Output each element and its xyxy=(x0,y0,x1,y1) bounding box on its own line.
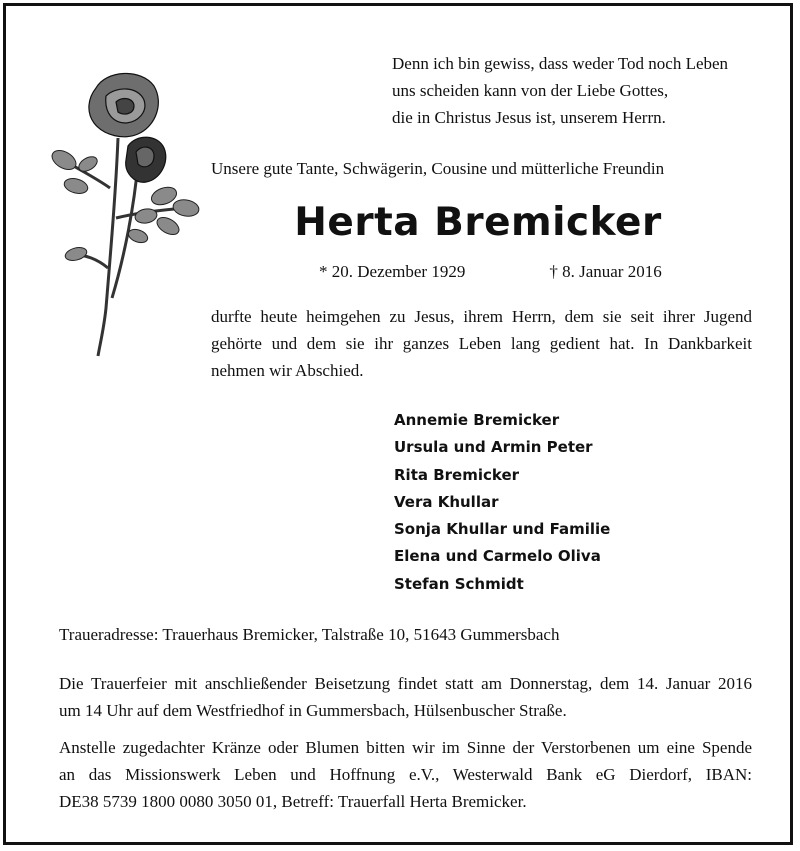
mourner: Elena und Carmelo Oliva xyxy=(394,547,601,566)
death-date: † 8. Januar 2016 xyxy=(549,262,662,281)
life-dates xyxy=(319,260,662,284)
birth-date: * 20. Dezember 1929 xyxy=(319,262,466,281)
bible-verse xyxy=(392,50,728,131)
funeral-line: Die Trauerfeier mit anschließender Beisetzung findet statt am Donnerstag, dem 14. Januar 2016 xyxy=(59,674,752,693)
verse-line: die in Christus Jesus ist, unserem Herrn. xyxy=(392,108,666,127)
verse-line: uns scheiden kann von der Liebe Gottes, xyxy=(392,81,669,100)
funeral-info xyxy=(59,670,752,724)
donation-line: DE38 5739 1800 0080 3050 01, Betreff: Trauerfall Herta Bremicker. xyxy=(59,792,527,811)
mourner: Annemie Bremicker xyxy=(394,411,560,429)
intro-text: Unsere gute Tante, Schwägerin, Cousine und mütterliche Freundin xyxy=(211,159,665,178)
donation-line: Anstelle zugedachter Kränze oder Blumen bitten wir im Sinne der Verstorbenen um eine Spende xyxy=(59,738,752,757)
funeral-line: um 14 Uhr auf dem Westfriedhof in Gummersbach, Hülsenbuscher Straße. xyxy=(59,701,567,720)
deceased-name: Herta Bremicker xyxy=(294,200,662,245)
announcement-text xyxy=(211,303,752,384)
mourning-address: Traueradresse: Trauerhaus Bremicker, Talstraße 10, 51643 Gummersbach xyxy=(59,625,560,644)
announcement-line: gehörte und dem sie ihr ganzes Leben lang gedient hat. In Dankbarkeit xyxy=(211,334,752,353)
mourner: Ursula und Armin Peter xyxy=(394,438,593,457)
donation-info xyxy=(59,734,752,815)
announcement-line: durfte heute heimgehen zu Jesus, ihrem Herrn, dem sie seit ihrer Jugend xyxy=(211,307,752,326)
verse-line: Denn ich bin gewiss, dass weder Tod noch Leben xyxy=(392,54,729,73)
mourner: Sonja Khullar und Familie xyxy=(394,520,611,539)
mourner: Rita Bremicker xyxy=(394,465,520,484)
donation-line: an das Missionswerk Leben und Hoffnung e.V., Westerwald Bank eG Dierdorf, IBAN: xyxy=(59,765,752,784)
mourner: Vera Khullar xyxy=(394,492,499,511)
obituary-frame xyxy=(3,3,793,845)
mourners-list xyxy=(394,407,610,598)
announcement-line: nehmen wir Abschied. xyxy=(211,361,364,380)
mourner: Stefan Schmidt xyxy=(394,574,524,593)
